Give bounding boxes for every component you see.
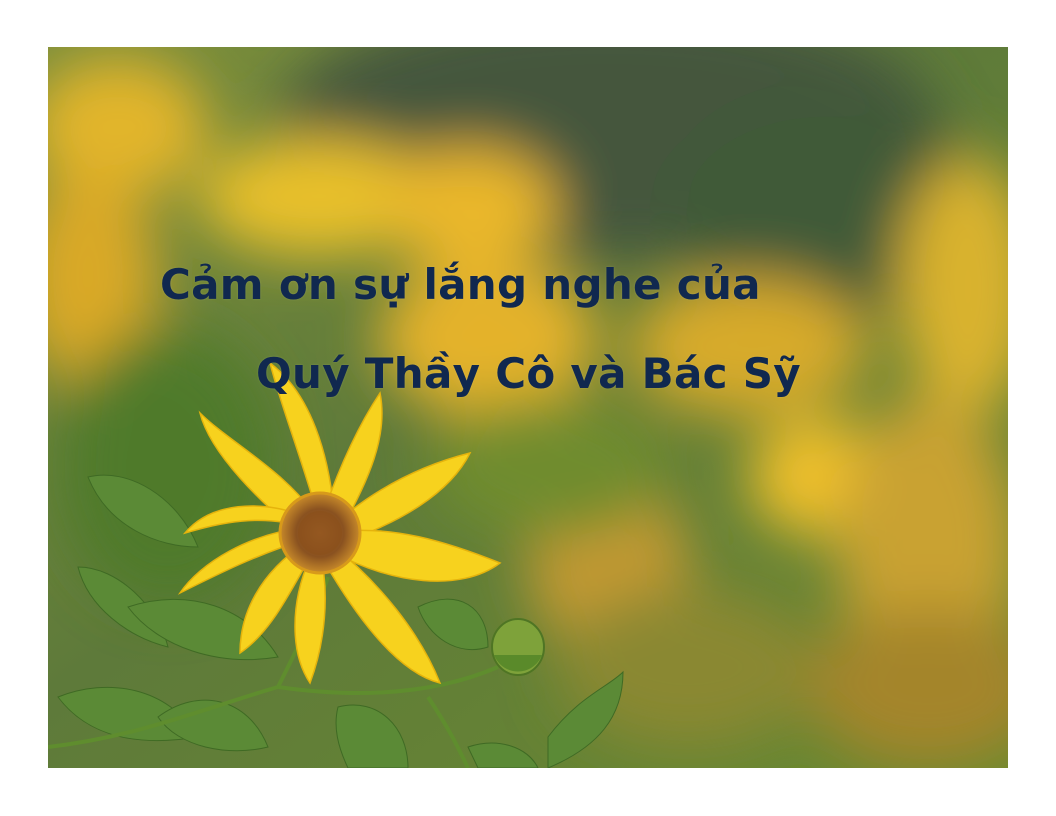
thank-you-line-1: Cảm ơn sự lắng nghe của [160, 260, 761, 309]
thank-you-line-2: Quý Thầy Cô và Bác Sỹ [256, 349, 801, 398]
caption [48, 47, 1008, 768]
thank-you-slide [48, 47, 1008, 768]
